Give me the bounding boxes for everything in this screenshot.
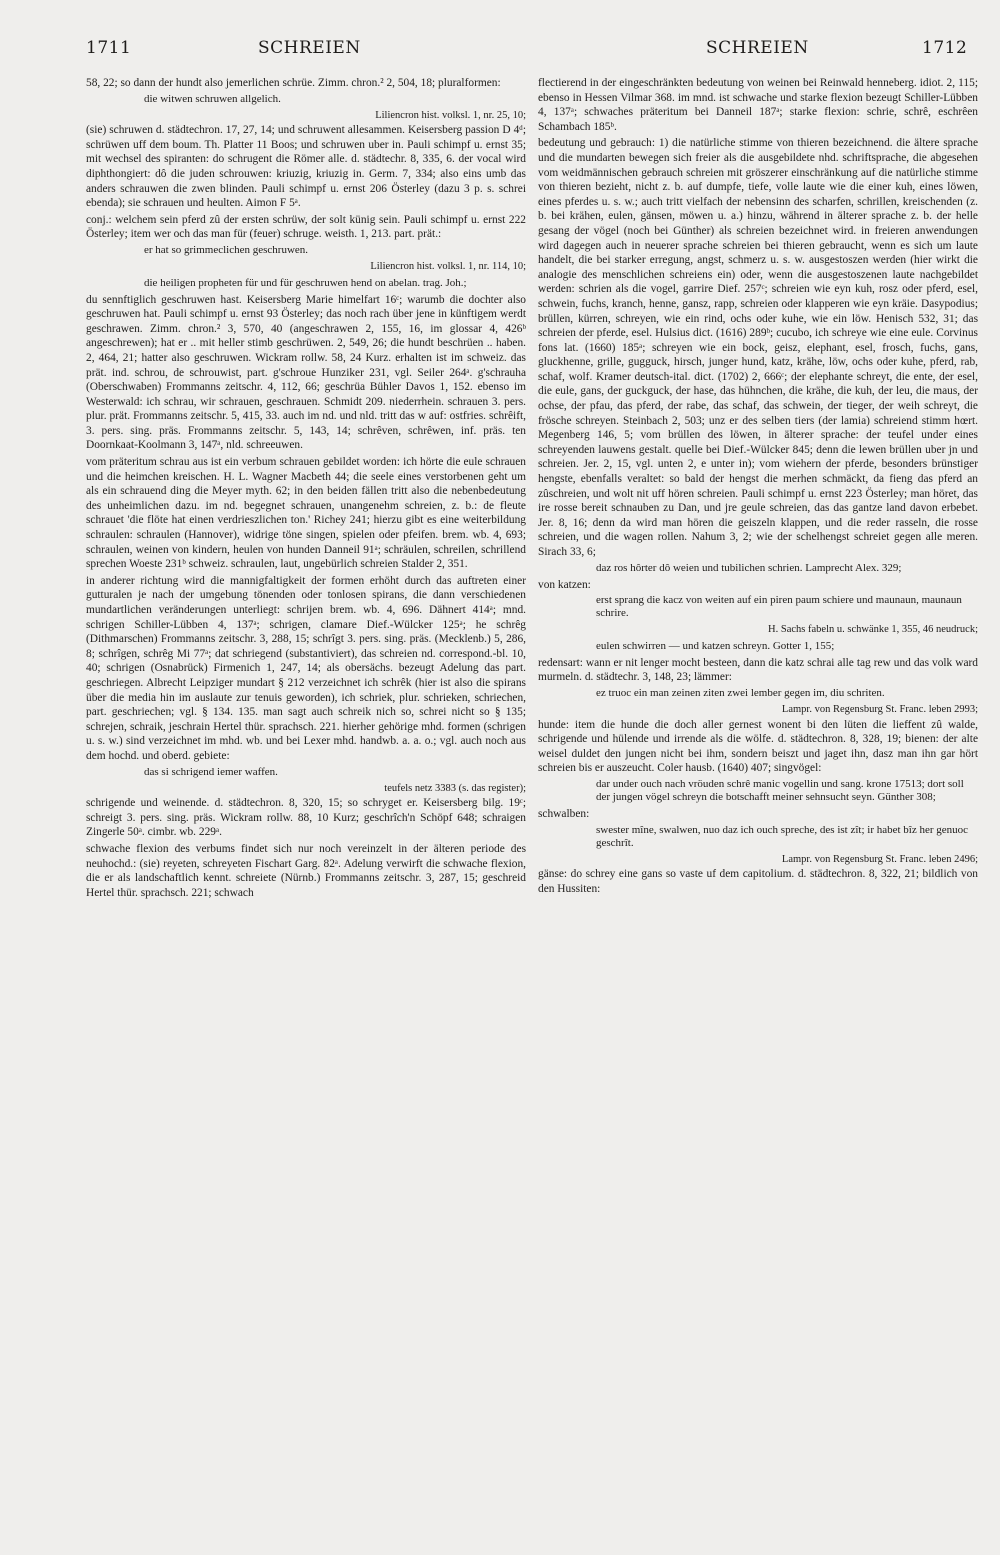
left-column-paragraph: vom präteritum schrau aus ist ein verbum schrauen gebildet worden: ich hörte die eule schrauen und die heimchen kreischen. H. L. Wagner Macbeth 44; die seele eines verstorbenen geht um als ein schrauend ding die Meyer myth. 62; in den beiden fällen tritt also die nebenbedeutung des unheimlichen dazu. im nd. begegnet schrauen, unangenehm schreien, z. b.: de fleute schrauet 'die flöte hat einen verdrieszlichen ton.' Richey 241; hierzu gibt es eine weiterbildung schraulen: schraulen (Hannover), widrige töne singen, spielen oder pfeifen. brem. wb. 4, 693; schraulen, weinen von kindern, heulen von hunden Danneil 91ᵃ; schräulen, schreilen, schrillend sprechen Woeste 231ᵇ schweiz. schraulen, laut, ungebürlich schreien Stalder 2, 351. xyxy=(86,456,526,571)
right-running-title: SCHREIEN xyxy=(706,38,809,58)
left-column-quote-source: Liliencron hist. volksl. 1, nr. 114, 10; xyxy=(370,260,526,272)
right-column-quote-source: Lampr. von Regensburg St. Franc. leben 2496; xyxy=(781,853,978,865)
left-page-number: 1711 xyxy=(86,38,132,58)
right-column-paragraph: redensart: wann er nit lenger mocht besteen, dann die katz schrai alle tag rew und das volk ward murmeln. d. städtechr. 3, 148, 23; lämmer: xyxy=(538,656,978,684)
left-running-title: SCHREIEN xyxy=(258,38,361,58)
right-column-verse-quote: dar under ouch nach vröuden schrê manic vogellin und sang. krone 17513; dort soll der jungen vögel schreyn die botschafft meiner sehnsucht seyn. Günther 308; xyxy=(596,777,964,803)
right-column-paragraph: hunde: item die hunde die doch aller gernest wonent bi den lüten die lieffent zû walde, schrigende und hülende und irrende als die wölfe. d. städtechron. 8, 328, 19; bienen: der alte weisel duldet den jungen nicht bei ihm, sondern beiszt und jaget ihn, dasz man ihn gar hört schreien bis er auszeucht. Coler hausb. (1640) 407; singvögel: xyxy=(538,718,978,775)
right-column-quote-source: Lampr. von Regensburg St. Franc. leben 2993; xyxy=(781,703,978,715)
left-column-paragraph: du sennftiglich geschruwen hast. Keisersberg Marie himelfart 16ᶜ; warumb die dochter also geschruwen hat. Pauli schimpf u. ernst 93 Österley; das noch rach über jene in künftigem werdt geschrawen. Zimm. chron.² 3, 570, 40 (angeschrawen 2, 155, 16, im glossar 4, 426ᵇ angeschrewen); hat er .. mit heller stimb geschrüwen. 2, 549, 26; die hundt beschrüen .. haben. 2, 464, 21; hatter also geschruwen. Wickram rollw. 58, 24 Kurz. erhalten ist im schweiz. das prät. ind. schrou, de schrouwist, part. g'schroue Hunziker 231, vgl. Seiler 264ᵃ. g'schrauha (Oberschwaben) Frommanns zeitschr. 4, 112, 66; geschrüa Bühler Davos 1, 152. ebenso im Westerwald: ich schrau, wir schrauen, geschrauen. Schmidt 209. niederrhein. schrauen 3. pers. plur. prät. Frommanns zeitschr. 5, 415, 33. auch im nd. und nld. tritt das w auf: ostfries. schrêift, 3. pers. sing. präs. Frommanns zeitschr. 5, 143, 14; schrêven, schrêwen, inf. präs. ten Doornkaat-Koolmann 3, 147ᵃ, nld. schreeuwen. xyxy=(86,293,526,452)
left-column-paragraph: schrigende und weinende. d. städtechron. 8, 320, 15; so schryget er. Keisersberg bilg. 19ᶜ; schreigt 3. pers. sing. präs. Wickram rollw. 88, 10 Kurz; geschrîch'n Schöpf 648; schraigen Zingerle 50ᵃ. cimbr. wb. 229ᵃ. xyxy=(86,797,526,839)
right-column-verse-quote: erst sprang die kacz von weiten auf ein piren paum schiere und maunaun, maunaun schrire. xyxy=(596,594,962,620)
right-column-verse-quote: ez truoc ein man zeinen ziten zwei lember gegen im, diu schriten. xyxy=(596,686,885,699)
left-column-quote-source: teufels netz 3383 (s. das register); xyxy=(384,782,526,794)
right-column-paragraph: schwalben: xyxy=(538,807,590,820)
left-column-quote-source: Liliencron hist. volksl. 1, nr. 25, 10; xyxy=(375,109,526,121)
right-column-paragraph: von katzen: xyxy=(538,578,591,591)
right-column xyxy=(538,76,978,1526)
right-column-quote-source: H. Sachs fabeln u. schwänke 1, 355, 46 neudruck; xyxy=(768,624,978,636)
left-column-paragraph: conj.: welchem sein pferd zû der ersten schrüw, der solt künig sein. Pauli schimpf u. ernst 222 Österley; item wer och das man für (feuer) schruge. weisth. 1, 213. part. prät.: xyxy=(86,213,526,241)
left-column-verse-quote: die witwen schruwen allgelich. xyxy=(144,92,281,105)
right-column-verse-quote: eulen schwirren — und katzen schreyn. Gotter 1, 155; xyxy=(596,639,835,652)
left-column-verse-quote: das si schrigend iemer waffen. xyxy=(144,765,278,778)
left-column-paragraph: 58, 22; so dann der hundt also jemerlichen schrüe. Zimm. chron.² 2, 504, 18; pluralformen: xyxy=(86,77,501,89)
right-column-paragraph: bedeutung und gebrauch: 1) die natürliche stimme von thieren bezeichnend. die ältere sprache und die mundarten bewegen sich freier als die ausgebildete nhd. schriftsprache, die abgesehen vom weidmännischen gebrauch schreien mit gröszerer einschränkung auf die natürliche stimme von thieren bezieht, nicht z. b. auf dumpfe, tiefe, volle laute wie die einer kuh, eines löwen, eines pferdes u. s. w.; auch tritt vielfach der nebensinn des scharfen, schrillen, kreischenden (z. b. bei krähen, eulen, gänsen, möwen u. a.) hinzu, während in älterer sprache z. b. der helle gesang der vögel (noch bei Günther) als schreien bezeichnet wird. in freieren anwendungen wird dagegen auch in neuerer sprache schreien bei thieren gebraucht, wenn es sich um laute handelt, die bei starker erregung, angst, schmerz u. s. w. ausgestoszen werden (hier wirkt die analogie des menschlichen schreiens ein) oder, wenn die ausgestoszenen laute nachgebildet werden: schrien als die vogel, garrire Dief. 257ᶜ; schreien wie eyn kuh, rosz oder pferd, esel, schwein, fuchs, kranch, henne, gansz, rapp, schreien oder klapperen wie eyn kräie. Dasypodius; brüllen, kürren, schreyen, wie ein rind, ochs oder kuhe, wie ein löw. Henisch 532, 31; das schreien der pferde, esel. Hulsius dict. (1616) 289ᵇ; cucubo, ich schreye wie eine eule. Corvinus fons lat. (1660) 185ᵃ; schreyen wie ein bock, geisz, elephant, esel, frosch, fuchs, gans, gluckhenne, grille, gugguck, hirsch, junger hund, katz, krähe, löw, ochs oder kuhe, pferd, rab, schaf, wolf. Kramer deutsch-ital. dict. (1702) 2, 666ᶜ; der elephante schreyt, die ente, der esel, die eule, gans, der guckguck, der hase, das hühnchen, die krähe, die kuh, der leu, die maus, der ochse, der pfau, das pferd, der rabe, das schaf, das schwein, der tieger, der weih schreyt, die frösche schreyen. Steinbach 2, 503; unz er des selben tiers (der lamia) schreiend stimm hœrt. Megenberg 146, 5; vom brüllen des löwen, in älterer sprache: der teufel under eines schreyenden lauwens gestalt. quelle bei Dief.-Wülcker 845; denn die lewen brüllen uber jn und schreien. Jer. 2, 15, vgl. unten 2, e unter in); vom wiehern der pferde, besonders brünstiger hengste, ebenfalls veraltet: so bald der hengst die merhen schmäckt, da fieng das pferd an zûschreien, und wolt nit uff hören schreien. Pauli schimpf u. ernst 223 Österley; man höret, das ire rosse bereit schnauben zu Dan, und jre geule schreien, das das gantze land davon erbebet. Jer. 8, 16; denn da wird man hören die geiszeln klappen, und die reder rasseln, die rosse schreien, und die wagen rollen. Nahum 3, 2; wie der schelhengst schreiet gegen alle meren. Sirach 33, 6; xyxy=(538,137,978,558)
left-column-paragraph: in anderer richtung wird die mannigfaltigkeit der formen erhöht durch das auftreten einer gutturalen je nach der umgebung tönenden oder tonlosen spirans, die dann verschiedenen mundartlichen veränderungen unterliegt: schrijen brem. wb. 4, 696. Dähnert 414ᵃ; mnd. schrigen Schiller-Lübben 4, 137ᵃ; schrigen, clamare Dief.-Wülcker 125ᵃ; he schrêg (Dithmarschen) Frommanns zeitschr. 3, 288, 15; schrîgt 3. pers. sing. präs. (Mecklenb.) 5, 286, 8; schrîgen, schrêg Mi 77ᵃ; dat schriegend (substantiviert), das schreien nd. correspond.-bl. 10, 40; schrigen (Osnabrück) Firmenich 1, 247, 14; als obersächs. bezeugt Adelung das part. geschriegen. Albrecht Leipziger mundart § 212 verzeichnet ich schrêk (hier ist also die spirans über die media hin im auslaute zur tenuis geworden), ich schriek, plur. schrieken, schriechen, part. geschriechen; vgl. § 134. 135. man sagt auch schreik nich so, schrei nicht so § 135; schrejen, schraik, jeschrain Hertel thür. sprachsch. 221. hierher gehörige mhd. formen (schrigen u. s. w.) sind verzeichnet im mhd. wb. und bei Lexer mhd. handwb. a. a. o.; vgl. auch noch aus dem hochd. und oberd. gebiete: xyxy=(86,574,526,762)
right-column-paragraph: flectierend in der eingeschränkten bedeutung von weinen bei Reinwald henneberg. idiot. 2, 115; ebenso in Hessen Vilmar 368. im mnd. ist schwache und starke flexion bezeugt Schiller-Lübben 4, 137ᵃ; schwaches präteritum bei Danneil 187ᵃ; starke flexion: schrie, schrê, eschrêen Schambach 185ᵇ. xyxy=(538,77,978,133)
left-column-paragraph: schwache flexion des verbums findet sich nur noch vereinzelt in der älteren periode des neuhochd.: (sie) reyeten, schreyeten Fischart Garg. 82ᵃ. Adelung verwirft die schwache flexion, die er als landschaftlich kennt. schreiete (Nürnb.) Frommanns zeitschr. 3, 287, 15; geschreid Hertel thür. sprachsch. 221; schwach xyxy=(86,842,526,899)
left-column-paragraph: (sie) schruwen d. städtechron. 17, 27, 14; und schruwent allesammen. Keisersberg passion D 4ᵈ; schrüwen uff dem boum. Th. Platter 11 Boos; und schruwen uber in. Pauli schimpf u. ernst 35; mit wechsel des spiranten: do schrugent die Römer alle. d. städtechr. 8, 335, 6. der vocal wird diphthongiert: dô die juden schrouwen: kriuzig, kriuzig in. Germ. 7, 334; also eins umb das anders schrauwen die zwen blinden. Pauli schimpf u. ernst 206 Österley (dazu 3 p. s. schrei ebenda); sie schrauen und heulten. Aimon F 5ᵃ. xyxy=(86,124,526,210)
right-column-verse-quote: daz ros hôrter dô weien und tubilichen schrien. Lamprecht Alex. 329; xyxy=(596,561,902,574)
left-column xyxy=(86,76,526,1526)
left-column-verse-quote: die heiligen propheten für und für geschruwen hend on abelan. trag. Joh.; xyxy=(144,276,467,289)
right-column-verse-quote: swester mîne, swalwen, nuo daz ich ouch spreche, des ist zît; ir habet bîz her genuoc geschrît. xyxy=(596,823,969,849)
right-column-paragraph: gänse: do schrey eine gans so vaste uf dem capitolium. d. städtechron. 8, 322, 21; bildlich von den Hussiten: xyxy=(538,868,978,895)
right-page-number: 1712 xyxy=(922,38,968,58)
left-column-verse-quote: er hat so grimmeclichen geschruwen. xyxy=(144,243,309,256)
